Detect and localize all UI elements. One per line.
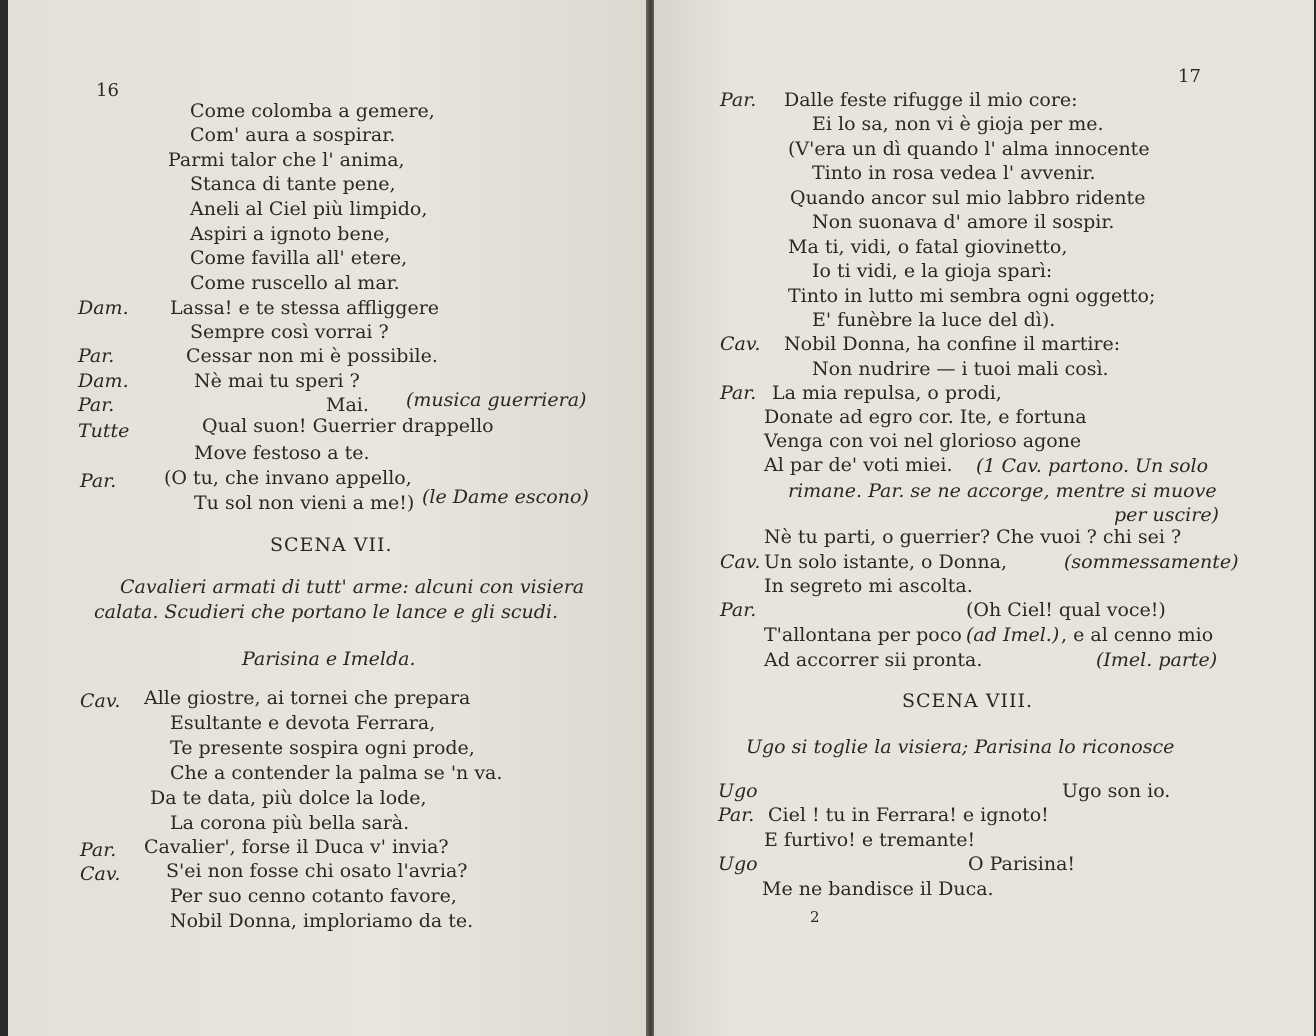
verse-line: O Parisina!: [968, 853, 1076, 875]
verse-line: (V'era un dì quando l' alma innocente: [788, 138, 1150, 160]
verse-line: La corona più bella sarà.: [170, 812, 410, 834]
verse-line: Esultante e devota Ferrara,: [170, 712, 436, 734]
verse-line: Non suonava d' amore il sospir.: [812, 211, 1115, 233]
character-list: Parisina e Imelda.: [242, 648, 416, 670]
verse-line: Ad accorrer sii pronta.: [764, 649, 983, 671]
verse-line: Da te data, più dolce la lode,: [150, 787, 427, 809]
stage-direction: Ugo si toglie la visiera; Parisina lo riconosce: [746, 736, 1175, 758]
verse-line: Sempre così vorrai ?: [190, 321, 389, 343]
speaker-label: Par.: [80, 839, 117, 861]
speaker-label: Par.: [720, 382, 757, 404]
verse-line: Lassa! e te stessa affliggere: [170, 297, 440, 319]
page-number: 16: [96, 80, 119, 101]
verse-line: Stanca di tante pene,: [190, 173, 396, 195]
verse-line: Dalle feste rifugge il mio core:: [784, 89, 1078, 111]
verse-line: Cessar non mi è possibile.: [186, 345, 438, 367]
stage-direction: (musica guerriera): [406, 389, 587, 411]
stage-direction: (1 Cav. partono. Un solo: [976, 455, 1209, 477]
verse-line: Che a contender la palma se 'n va.: [170, 762, 503, 784]
verse-line: Nobil Donna, imploriamo da te.: [170, 910, 474, 932]
stage-direction: per uscire): [1114, 504, 1219, 526]
verse-line: (Oh Ciel! qual voce!): [966, 599, 1166, 621]
verse-line: Com' aura a sospirar.: [190, 124, 396, 146]
verse-line: Non nudrire — i tuoi mali così.: [812, 358, 1109, 380]
page-number: 17: [1178, 66, 1201, 87]
verse-line: Tinto in rosa vedea l' avvenir.: [812, 162, 1096, 184]
speaker-label: Par.: [78, 394, 115, 416]
verse-line: Un solo istante, o Donna,: [764, 551, 1008, 573]
verse-line: Ciel ! tu in Ferrara! e ignoto!: [768, 804, 1049, 826]
speaker-label: Tutte: [78, 420, 130, 442]
speaker-label: Dam.: [78, 370, 129, 392]
verse-line: Quando ancor sul mio labbro ridente: [790, 187, 1146, 209]
verse-line: In segreto mi ascolta.: [764, 575, 973, 597]
verse-line: Move festoso a te.: [194, 442, 370, 464]
verse-line: Cavalier', forse il Duca v' invia?: [144, 836, 449, 858]
verse-line: Aneli al Ciel più limpido,: [190, 198, 428, 220]
verse-line: Per suo cenno cotanto favore,: [170, 885, 457, 907]
verse-line: Me ne bandisce il Duca.: [762, 878, 994, 900]
stage-direction: calata. Scudieri che portano le lance e gli scudi.: [94, 601, 558, 623]
verse-line: Io ti vidi, e la gioja sparì:: [812, 260, 1053, 282]
scene-heading: SCENA VIII.: [902, 690, 1034, 712]
stage-direction: rimane. Par. se ne accorge, mentre si muove: [788, 480, 1217, 502]
verse-line: , e al cenno mio: [1061, 624, 1214, 646]
verse-line: Ma ti, vidi, o fatal giovinetto,: [788, 236, 1068, 258]
speaker-label: Cav.: [720, 333, 761, 355]
verse-line: Al par de' voti miei.: [764, 454, 953, 476]
verse-line: Come ruscello al mar.: [190, 272, 400, 294]
verse-line: Ei lo sa, non vi è gioja per me.: [812, 113, 1104, 135]
speaker-label: Par.: [720, 89, 757, 111]
verse-line: Nè mai tu speri ?: [194, 370, 360, 392]
verse-line: Tinto in lutto mi sembra ogni oggetto;: [788, 285, 1156, 307]
stage-direction: Cavalieri armati di tutt' arme: alcuni con visiera: [120, 576, 585, 598]
verse-line: Nobil Donna, ha confine il martire:: [784, 333, 1121, 355]
verse-line: Aspiri a ignoto bene,: [190, 223, 391, 245]
speaker-label: Cav.: [80, 863, 121, 885]
verse-line: Donate ad egro cor. Ite, e fortuna: [764, 406, 1087, 428]
right-page: [654, 0, 1314, 1036]
speaker-label: Ugo: [718, 780, 758, 802]
verse-line: La mia repulsa, o prodi,: [772, 382, 1002, 404]
verse-line: S'ei non fosse chi osato l'avria?: [166, 860, 468, 882]
verse-line: Ugo son io.: [1062, 780, 1171, 802]
speaker-label: Ugo: [718, 853, 758, 875]
stage-direction: (ad Imel.): [966, 624, 1060, 646]
verse-line: Mai.: [326, 394, 369, 416]
verse-line: Come colomba a gemere,: [190, 100, 435, 122]
speaker-label: Par.: [720, 599, 757, 621]
speaker-label: Par.: [718, 804, 755, 826]
verse-line: (O tu, che invano appello,: [164, 467, 412, 489]
verse-line: Parmi talor che l' anima,: [168, 149, 405, 171]
signature-mark: 2: [810, 908, 820, 926]
verse-line: E' funèbre la luce del dì).: [812, 309, 1056, 331]
stage-direction: (Imel. parte): [1096, 649, 1218, 671]
scene-heading: SCENA VII.: [270, 534, 393, 556]
verse-line: Nè tu parti, o guerrier? Che vuoi ? chi sei ?: [764, 526, 1182, 548]
verse-line: Te presente sospira ogni prode,: [170, 737, 475, 759]
verse-line: Qual suon! Guerrier drappello: [202, 415, 494, 437]
verse-line: T'allontana per poco: [764, 624, 962, 646]
stage-direction: (le Dame escono): [422, 486, 589, 508]
speaker-label: Par.: [80, 470, 117, 492]
verse-line: E furtivo! e tremante!: [764, 829, 976, 851]
verse-line: Alle giostre, ai tornei che prepara: [144, 687, 471, 709]
speaker-label: Dam.: [78, 297, 129, 319]
verse-line: Tu sol non vieni a me!): [194, 492, 415, 514]
stage-direction: (sommessamente): [1064, 551, 1239, 573]
verse-line: Come favilla all' etere,: [190, 247, 408, 269]
verse-line: Venga con voi nel glorioso agone: [764, 430, 1082, 452]
left-page: [8, 0, 648, 1036]
speaker-label: Cav.: [720, 551, 761, 573]
speaker-label: Cav.: [80, 690, 121, 712]
speaker-label: Par.: [78, 345, 115, 367]
